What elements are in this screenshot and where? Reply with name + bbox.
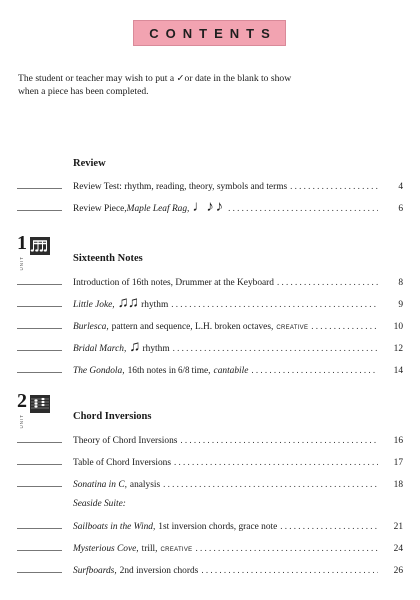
entry-title-italic: Little Joke, (73, 300, 115, 310)
page-number: 24 (393, 544, 403, 554)
unit-label: UNIT (19, 256, 24, 271)
dot-leader (173, 342, 378, 355)
toc-entry[interactable] (0, 542, 420, 556)
entry-label: time, (191, 366, 211, 376)
completion-blank[interactable] (17, 210, 62, 211)
toc-entry[interactable] (0, 199, 420, 216)
entry-label: Introduction of 16th notes, Drummer at the Keyboard (73, 278, 274, 288)
completion-blank[interactable] (17, 188, 62, 189)
completion-blank[interactable] (17, 550, 62, 551)
unit-1-badge (14, 232, 74, 272)
toc-entry[interactable] (0, 295, 420, 312)
rhythm-notes-icon: ♩♪ ♪ (192, 199, 223, 215)
completion-blank[interactable] (17, 464, 62, 465)
dot-leader (290, 180, 378, 193)
entry-title-italic: Mysterious Cove, (73, 544, 139, 554)
page-number: 14 (393, 366, 403, 376)
dot-leader (277, 276, 378, 289)
toc-entry[interactable] (0, 339, 420, 356)
dot-leader (195, 542, 378, 555)
entry-title-italic: Maple Leaf Rag, (126, 204, 190, 214)
entry-label: rhythm (142, 344, 170, 354)
page-number: 10 (393, 322, 403, 332)
dot-leader (311, 320, 378, 333)
entry-label: Review Test: rhythm, reading, theory, symbols and terms (73, 182, 288, 192)
suite-label: Seaside Suite: (73, 499, 126, 509)
dot-leader (171, 298, 378, 311)
toc-entry[interactable] (0, 180, 420, 194)
page-number: 8 (398, 278, 403, 288)
dot-leader (163, 478, 378, 491)
page-number: 17 (393, 458, 403, 468)
time-signature: 6/8 (178, 365, 190, 375)
page-number: 26 (393, 566, 403, 576)
page-number: 18 (393, 480, 403, 490)
page-number: 9 (398, 300, 403, 310)
dot-leader (174, 456, 378, 469)
entry-title-italic: Burlesca, (73, 322, 109, 332)
section-title-review: Review (73, 158, 106, 169)
completion-blank[interactable] (17, 350, 62, 351)
creative-tag: CREATIVE (276, 325, 309, 331)
entry-label: 1st inversion chords, grace note (158, 522, 278, 532)
completion-blank[interactable] (17, 328, 62, 329)
entry-label: Theory of Chord Inversions (73, 436, 178, 446)
dot-leader (201, 564, 378, 577)
entry-label: Table of Chord Inversions (73, 458, 172, 468)
entry-title-italic: Sailboats in the Wind, (73, 522, 156, 532)
dot-leader (228, 202, 378, 215)
intro-line-1: The student or teacher may wish to put a ✓or date in the blank to show (18, 73, 292, 84)
entry-title-italic: Surfboards, (73, 566, 117, 576)
page-number: 4 (398, 182, 403, 192)
creative-tag: CREATIVE (160, 547, 193, 553)
entry-label: trill, (141, 544, 158, 554)
dot-leader (280, 520, 378, 533)
completion-blank[interactable] (17, 284, 62, 285)
entry-label: rhythm (141, 300, 169, 310)
dot-leader (180, 434, 378, 447)
page-number: 12 (393, 344, 403, 354)
contents-title: CONTENTS (149, 25, 277, 41)
entry-term-italic: cantabile (213, 366, 249, 376)
page-number: 16 (393, 436, 403, 446)
unit-number: 2 (17, 390, 27, 412)
unit-number: 1 (17, 232, 27, 254)
chord-staff-icon (30, 395, 50, 413)
entry-label-prefix: Review Piece, (73, 204, 127, 214)
dot-leader (251, 364, 378, 377)
entry-label: 2nd inversion chords (119, 566, 199, 576)
toc-entry[interactable] (0, 276, 420, 290)
entry-label: pattern and sequence, L.H. broken octaves, (111, 322, 274, 332)
entry-title-italic: Sonatina in C, (73, 480, 127, 490)
toc-entry[interactable] (0, 478, 420, 492)
page-number: 6 (398, 204, 403, 214)
section-title-unit-2: Chord Inversions (73, 411, 152, 422)
entry-label: 16th notes in (127, 366, 176, 376)
intro-text (18, 72, 338, 98)
toc-entry[interactable] (0, 364, 420, 378)
toc-entry[interactable] (0, 564, 420, 578)
completion-blank[interactable] (17, 572, 62, 573)
completion-blank[interactable] (17, 306, 62, 307)
entry-label: analysis (129, 480, 161, 490)
unit-2-badge (14, 390, 74, 430)
entry-title-italic: Bridal March, (73, 344, 127, 354)
section-title-unit-1: Sixteenth Notes (73, 253, 143, 264)
rhythm-notes-icon: ♫♫ (117, 295, 139, 311)
contents-banner (133, 20, 286, 46)
sixteenth-notes-icon (30, 237, 50, 255)
completion-blank[interactable] (17, 486, 62, 487)
toc-entry[interactable] (0, 320, 420, 334)
toc-entry[interactable] (0, 456, 420, 470)
completion-blank[interactable] (17, 528, 62, 529)
rhythm-notes-icon: ♫ (129, 339, 140, 355)
completion-blank[interactable] (17, 442, 62, 443)
intro-line-2: when a piece has been completed. (18, 86, 149, 97)
unit-label: UNIT (19, 414, 24, 429)
completion-blank[interactable] (17, 372, 62, 373)
toc-entry[interactable] (0, 434, 420, 448)
toc-entry[interactable] (0, 520, 420, 534)
page-number: 21 (393, 522, 403, 532)
entry-title-italic: The Gondola, (73, 366, 125, 376)
